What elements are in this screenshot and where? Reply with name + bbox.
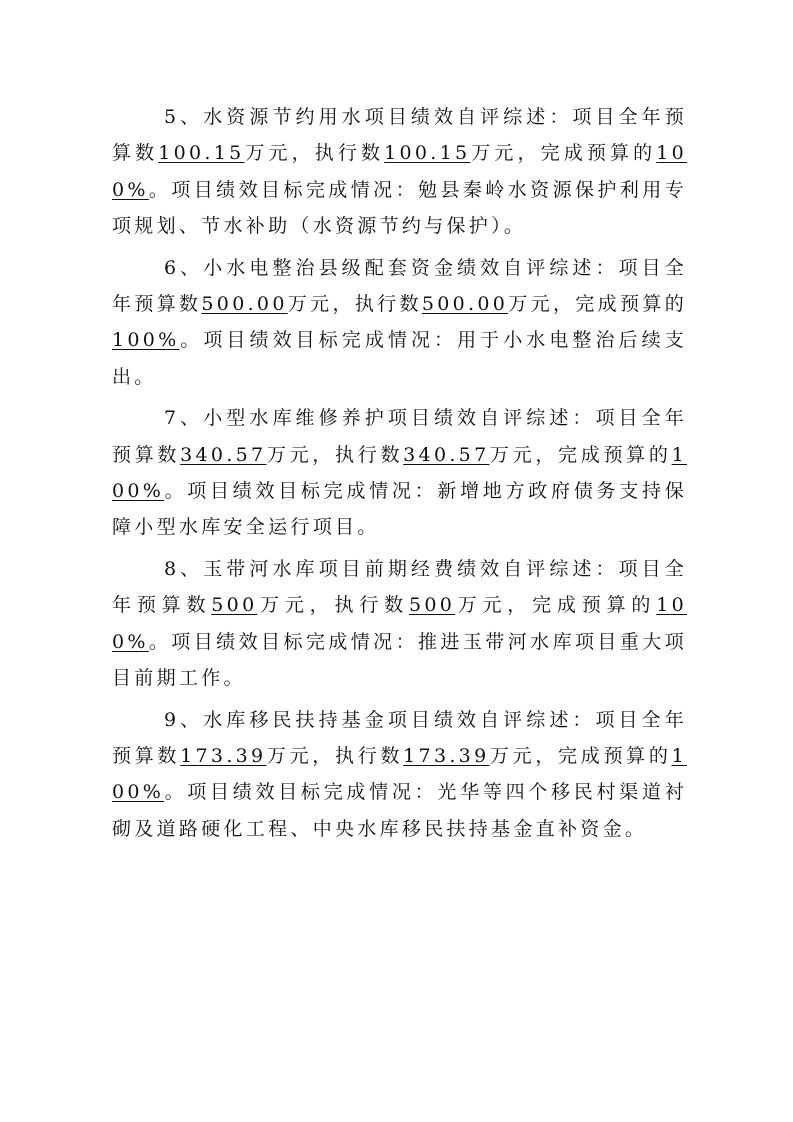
executed-amount: 173.39 — [403, 744, 490, 767]
completion-rate: 100% — [112, 142, 687, 201]
paragraph-text: 万元，执行数 — [244, 142, 385, 165]
paragraph-text: 万元，执行数 — [266, 443, 404, 466]
executed-amount: 500.00 — [421, 293, 509, 316]
paragraph-text: 万元，执行数 — [287, 293, 422, 316]
completion-rate: 100% — [112, 744, 687, 804]
paragraph-text: 万元，完成预算的 — [489, 744, 672, 767]
completion-rate: 100% — [112, 443, 687, 503]
budget-amount: 340.57 — [180, 443, 267, 466]
paragraph-text: 万元，执行数 — [257, 594, 409, 617]
executed-amount: 500 — [408, 594, 456, 617]
paragraph-text: 。项目绩效目标完成情况：勉县秦岭水资源保护利用专项规划、节水补助（水资源节约与保护）。 — [112, 178, 687, 238]
paragraph-text: 万元，执行数 — [266, 744, 404, 767]
budget-amount: 500.00 — [201, 293, 288, 316]
completion-rate: 100% — [112, 329, 180, 352]
paragraph-text: 6、小水电整治县级配套资金绩效自评综述：项目全年预算数 — [112, 256, 687, 316]
paragraph-text: 8、玉带河水库项目前期经费绩效自评综述：项目全年预算数 — [112, 557, 687, 617]
executed-amount: 100.15 — [384, 142, 471, 165]
paragraph-item-6 — [112, 250, 687, 396]
budget-amount: 500 — [211, 594, 258, 617]
paragraph-item-7 — [112, 400, 687, 546]
paragraph-text: 万元，完成预算的 — [489, 443, 672, 466]
paragraph-text: 万元，完成预算的 — [470, 142, 657, 165]
completion-rate: 100% — [112, 594, 687, 653]
paragraph-text: 万元，完成预算的 — [508, 293, 688, 316]
paragraph-text: 。项目绩效目标完成情况：新增地方政府债务支持保障小型水库安全运行项目。 — [112, 480, 687, 539]
document-body — [112, 99, 687, 847]
paragraph-item-9 — [112, 702, 687, 848]
executed-amount: 340.57 — [403, 443, 490, 466]
paragraph-text: 。项目绩效目标完成情况：用于小水电整治后续支出。 — [112, 329, 687, 388]
paragraph-item-5 — [112, 99, 687, 245]
budget-amount: 173.39 — [180, 744, 267, 767]
paragraph-text: 5、水资源节约用水项目绩效自评综述：项目全年预算数 — [112, 106, 687, 165]
paragraph-item-8 — [112, 551, 687, 697]
paragraph-text: 9、水库移民扶持基金项目绩效自评综述：项目全年预算数 — [112, 708, 687, 767]
paragraph-text: 。项目绩效目标完成情况：推进玉带河水库项目重大项目前期工作。 — [112, 630, 687, 690]
paragraph-text: 万元，完成预算的 — [455, 594, 657, 617]
paragraph-text: 7、小型水库维修养护项目绩效自评综述：项目全年预算数 — [112, 407, 687, 466]
budget-amount: 100.15 — [158, 142, 245, 165]
paragraph-text: 。项目绩效目标完成情况：光华等四个移民村渠道衬砌及道路硬化工程、中央水库移民扶持基金直补资金。 — [112, 781, 687, 840]
